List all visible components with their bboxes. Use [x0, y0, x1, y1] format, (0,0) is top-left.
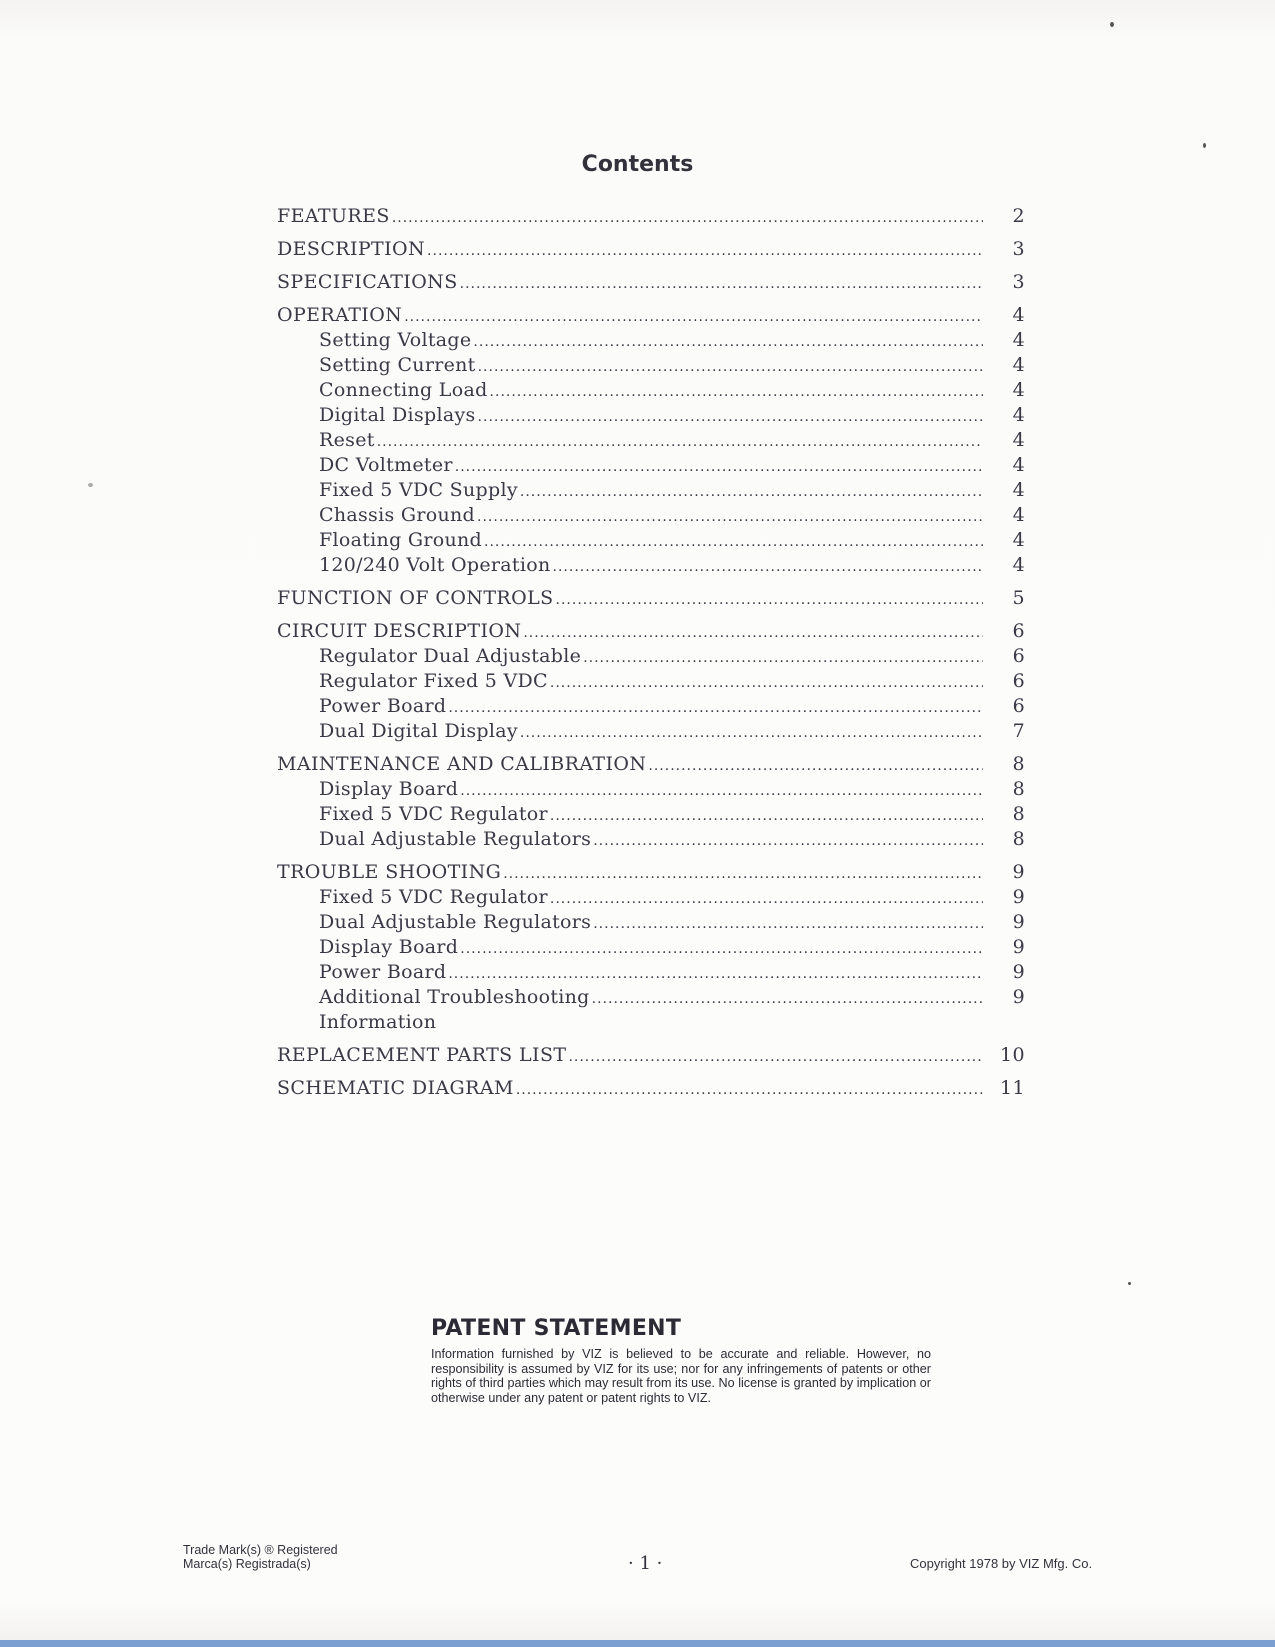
toc-entry-page: 4	[1012, 454, 1025, 476]
toc-entry-page: 7	[1012, 720, 1025, 742]
toc-entry-page: 4	[1012, 379, 1025, 401]
toc-leader-dots	[550, 671, 983, 696]
toc-entry-page: 4	[1012, 554, 1025, 576]
toc-leader-dots	[484, 530, 983, 555]
toc-leader-dots	[460, 272, 983, 297]
toc-entry-label: Fixed 5 VDC Regulator	[319, 886, 548, 908]
toc-entry	[277, 752, 1025, 777]
toc-entry	[277, 1076, 1025, 1101]
toc-entry	[277, 403, 1025, 428]
toc-leader-dots	[583, 646, 983, 671]
toc-entry	[277, 428, 1025, 453]
toc-leader-dots	[448, 696, 983, 721]
toc-entry-page: 4	[1012, 429, 1025, 451]
toc-leader-dots	[503, 862, 983, 887]
toc-leader-dots	[592, 987, 983, 1012]
toc-entry	[277, 802, 1025, 827]
table-of-contents	[277, 204, 1025, 1101]
toc-entry	[277, 827, 1025, 852]
toc-entry	[277, 935, 1025, 960]
toc-entry-label: FUNCTION OF CONTROLS	[277, 587, 554, 609]
toc-entry-label: FEATURES	[277, 205, 390, 227]
toc-entry-page: 8	[1012, 828, 1025, 850]
toc-entry	[277, 328, 1025, 353]
toc-entry-page: 9	[1012, 861, 1025, 883]
toc-leader-dots	[648, 754, 983, 779]
toc-entry	[277, 985, 1025, 1010]
toc-entry-page: 3	[1012, 271, 1025, 293]
toc-leader-dots	[460, 779, 983, 804]
toc-entry-label: Chassis Ground	[319, 504, 476, 526]
toc-entry-label: Digital Displays	[319, 404, 476, 426]
toc-entry-label: 120/240 Volt Operation	[319, 554, 551, 576]
toc-leader-dots	[523, 621, 983, 646]
toc-entry-label: Fixed 5 VDC Regulator	[319, 803, 548, 825]
toc-entry-page: 8	[1012, 803, 1025, 825]
toc-entry-label-continuation: Information	[319, 1011, 437, 1033]
toc-entry-page: 4	[1012, 304, 1025, 326]
toc-leader-dots	[553, 555, 983, 580]
toc-entry-label: Setting Voltage	[319, 329, 472, 351]
toc-leader-dots	[473, 330, 983, 355]
toc-entry-label: Reset	[319, 429, 375, 451]
toc-leader-dots	[520, 480, 983, 505]
paper-speck	[1128, 1282, 1131, 1285]
toc-entry	[277, 1043, 1025, 1068]
toc-entry-page: 4	[1012, 404, 1025, 426]
toc-entry	[277, 669, 1025, 694]
trademark-line-1: Trade Mark(s) ® Registered	[183, 1543, 338, 1557]
toc-entry	[277, 303, 1025, 328]
toc-leader-dots	[377, 430, 983, 455]
toc-entry-page: 9	[1012, 911, 1025, 933]
toc-entry	[277, 644, 1025, 669]
toc-entry-label: DC Voltmeter	[319, 454, 453, 476]
page-number: · 1 ·	[628, 1553, 663, 1574]
toc-leader-dots	[568, 1045, 983, 1070]
toc-entry	[277, 586, 1025, 611]
toc-entry	[277, 619, 1025, 644]
toc-leader-dots	[593, 829, 983, 854]
toc-entry-page: 6	[1012, 670, 1025, 692]
toc-entry	[277, 777, 1025, 802]
toc-entry	[277, 528, 1025, 553]
toc-leader-dots	[448, 962, 983, 987]
toc-entry-label: OPERATION	[277, 304, 403, 326]
toc-entry-page: 9	[1012, 936, 1025, 958]
toc-leader-dots	[427, 239, 983, 264]
toc-entry-label: Floating Ground	[319, 529, 483, 551]
toc-entry-page: 4	[1012, 529, 1025, 551]
toc-entry-page: 3	[1012, 238, 1025, 260]
toc-entry-page: 9	[1012, 986, 1025, 1008]
toc-entry-page: 11	[1000, 1077, 1025, 1099]
toc-entry-label: TROUBLE SHOOTING	[277, 861, 502, 883]
toc-entry-label: Connecting Load	[319, 379, 488, 401]
toc-entry-label: Regulator Fixed 5 VDC	[319, 670, 548, 692]
toc-entry-label: Setting Current	[319, 354, 476, 376]
toc-entry-label: CIRCUIT DESCRIPTION	[277, 620, 522, 642]
toc-entry-label: Display Board	[319, 936, 459, 958]
paper-speck	[88, 483, 93, 487]
toc-entry	[277, 885, 1025, 910]
toc-leader-dots	[478, 405, 983, 430]
toc-entry-page: 8	[1012, 753, 1025, 775]
toc-entry-page: 9	[1012, 886, 1025, 908]
patent-heading: PATENT STATEMENT	[431, 1316, 682, 1341]
toc-entry-label: Dual Digital Display	[319, 720, 518, 742]
toc-entry-page: 4	[1012, 504, 1025, 526]
toc-leader-dots	[404, 305, 983, 330]
toc-entry	[277, 453, 1025, 478]
toc-entry-page: 9	[1012, 961, 1025, 983]
toc-leader-dots	[490, 380, 983, 405]
toc-entry-page: 6	[1012, 695, 1025, 717]
toc-entry	[277, 694, 1025, 719]
toc-entry-label: Display Board	[319, 778, 459, 800]
toc-entry	[277, 719, 1025, 744]
toc-leader-dots	[478, 355, 983, 380]
toc-entry-page: 4	[1012, 354, 1025, 376]
toc-entry-label: SPECIFICATIONS	[277, 271, 458, 293]
patent-body: Information furnished by VIZ is believed to be accurate and reliable. However, no responsibility is assumed by VIZ for its use; nor for any infringements of patents or other rights of third parties which may result from its use. No license is granted by implication or otherwise under any patent or patent rights to VIZ.	[431, 1347, 931, 1405]
toc-entry	[277, 503, 1025, 528]
toc-entry-page: 2	[1012, 205, 1025, 227]
toc-entry	[277, 910, 1025, 935]
toc-leader-dots	[520, 721, 983, 746]
toc-entry	[277, 237, 1025, 262]
paper-speck	[1110, 22, 1114, 27]
toc-entry-label: Fixed 5 VDC Supply	[319, 479, 518, 501]
toc-leader-dots	[460, 937, 983, 962]
scan-edge	[0, 1640, 1275, 1647]
paper-speck	[1203, 143, 1206, 148]
toc-entry	[277, 353, 1025, 378]
toc-entry-label: REPLACEMENT PARTS LIST	[277, 1044, 567, 1066]
trademark-note	[183, 1543, 338, 1571]
toc-leader-dots	[392, 206, 983, 231]
contents-title: Contents	[581, 152, 694, 177]
toc-entry-label: Dual Adjustable Regulators	[319, 828, 592, 850]
toc-entry	[277, 204, 1025, 229]
toc-entry-label: Additional Troubleshooting	[319, 986, 590, 1008]
toc-entry	[277, 270, 1025, 295]
toc-entry-page: 10	[1000, 1044, 1025, 1066]
toc-entry-label: MAINTENANCE AND CALIBRATION	[277, 753, 647, 775]
toc-entry	[277, 553, 1025, 578]
toc-leader-dots	[593, 912, 983, 937]
toc-entry-label: Power Board	[319, 961, 447, 983]
toc-entry	[277, 960, 1025, 985]
toc-leader-dots	[550, 887, 983, 912]
toc-entry	[277, 378, 1025, 403]
toc-entry	[277, 478, 1025, 503]
toc-entry-label: Dual Adjustable Regulators	[319, 911, 592, 933]
toc-entry-label: DESCRIPTION	[277, 238, 426, 260]
patent-statement	[431, 1316, 931, 1405]
toc-entry-label: Regulator Dual Adjustable	[319, 645, 582, 667]
toc-leader-dots	[556, 588, 983, 613]
copyright-note: Copyright 1978 by VIZ Mfg. Co.	[910, 1556, 1093, 1571]
toc-entry-page: 8	[1012, 778, 1025, 800]
toc-entry-page: 6	[1012, 620, 1025, 642]
toc-leader-dots	[516, 1078, 983, 1103]
toc-entry-page: 4	[1012, 479, 1025, 501]
toc-leader-dots	[455, 455, 983, 480]
trademark-line-2: Marca(s) Registrada(s)	[183, 1557, 311, 1571]
toc-entry-page: 5	[1012, 587, 1025, 609]
toc-entry-label: SCHEMATIC DIAGRAM	[277, 1077, 514, 1099]
toc-leader-dots	[550, 804, 983, 829]
toc-entry-label: Power Board	[319, 695, 447, 717]
toc-entry-page: 6	[1012, 645, 1025, 667]
toc-entry-page: 4	[1012, 329, 1025, 351]
toc-entry	[277, 860, 1025, 885]
toc-leader-dots	[477, 505, 983, 530]
